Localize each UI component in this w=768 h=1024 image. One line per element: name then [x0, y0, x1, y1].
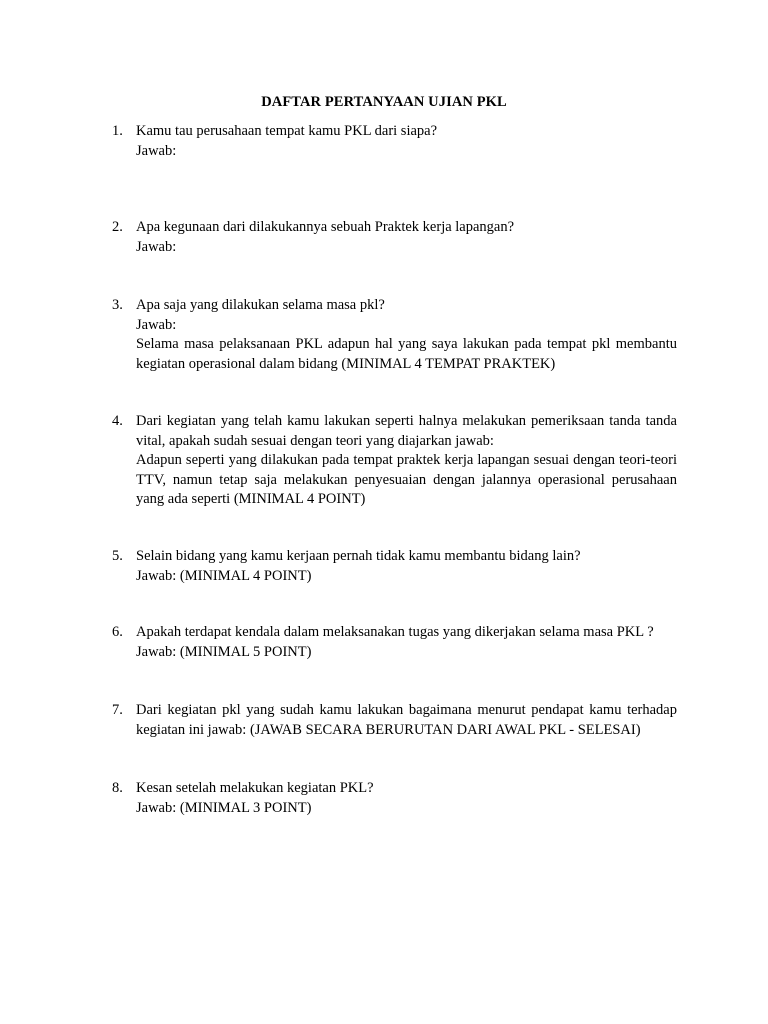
question-number: 1.	[112, 123, 123, 139]
answer-label: Jawab: (MINIMAL 3 POINT)	[136, 799, 312, 816]
question-number: 5.	[112, 548, 123, 564]
question-item-5	[112, 547, 677, 586]
question-number: 4.	[112, 413, 123, 429]
question-number: 7.	[112, 702, 123, 718]
answer-text: Adapun seperti yang dilakukan pada tempat praktek kerja lapangan sesuai dengan teori-teori TTV, namun tetap saja melakukan penyesuaian dengan jalannya operasional perusahaan yang ada seperti (MINIMAL 4 POINT)	[136, 452, 677, 507]
question-number: 8.	[112, 780, 123, 796]
answer-label: Jawab:	[136, 142, 177, 159]
question-text: Selain bidang yang kamu kerjaan pernah tidak kamu membantu bidang lain?	[136, 548, 581, 564]
question-item-2	[112, 218, 677, 257]
answer-text: Selama masa pelaksanaan PKL adapun hal yang saya lakukan pada tempat pkl membantu kegiatan operasional dalam bidang (MINIMAL 4 TEMPAT PRAKTEK)	[136, 336, 677, 372]
question-text: Apakah terdapat kendala dalam melaksanakan tugas yang dikerjakan selama masa PKL ?	[136, 624, 654, 640]
question-item-4	[112, 412, 677, 510]
question-item-7	[112, 701, 677, 740]
question-number: 6.	[112, 624, 123, 640]
question-text: Dari kegiatan yang telah kamu lakukan seperti halnya melakukan pemeriksaan tanda tanda vital, apakah sudah sesuai dengan teori yang diajarkan jawab:	[136, 413, 677, 449]
question-text: Kesan setelah melakukan kegiatan PKL?	[136, 780, 374, 796]
answer-label: Jawab: (MINIMAL 5 POINT)	[136, 643, 312, 660]
answer-label: Jawab: (MINIMAL 4 POINT)	[136, 567, 312, 584]
question-item-3	[112, 296, 677, 374]
question-item-8	[112, 779, 677, 818]
question-number: 3.	[112, 297, 123, 313]
question-number: 2.	[112, 219, 123, 235]
question-item-1	[112, 122, 677, 161]
question-text: Dari kegiatan pkl yang sudah kamu lakukan bagaimana menurut pendapat kamu terhadap kegiatan ini jawab: (JAWAB SECARA BERURUTAN DARI AWAL PKL - SELESAI)	[136, 702, 677, 738]
question-item-6	[112, 623, 677, 662]
question-text: Apa saja yang dilakukan selama masa pkl?	[136, 297, 385, 313]
document-title: DAFTAR PERTANYAAN UJIAN PKL	[261, 94, 507, 110]
answer-label: Jawab:	[136, 316, 177, 333]
question-text: Kamu tau perusahaan tempat kamu PKL dari siapa?	[136, 123, 438, 139]
question-text: Apa kegunaan dari dilakukannya sebuah Praktek kerja lapangan?	[136, 219, 515, 235]
answer-label: Jawab:	[136, 238, 177, 255]
